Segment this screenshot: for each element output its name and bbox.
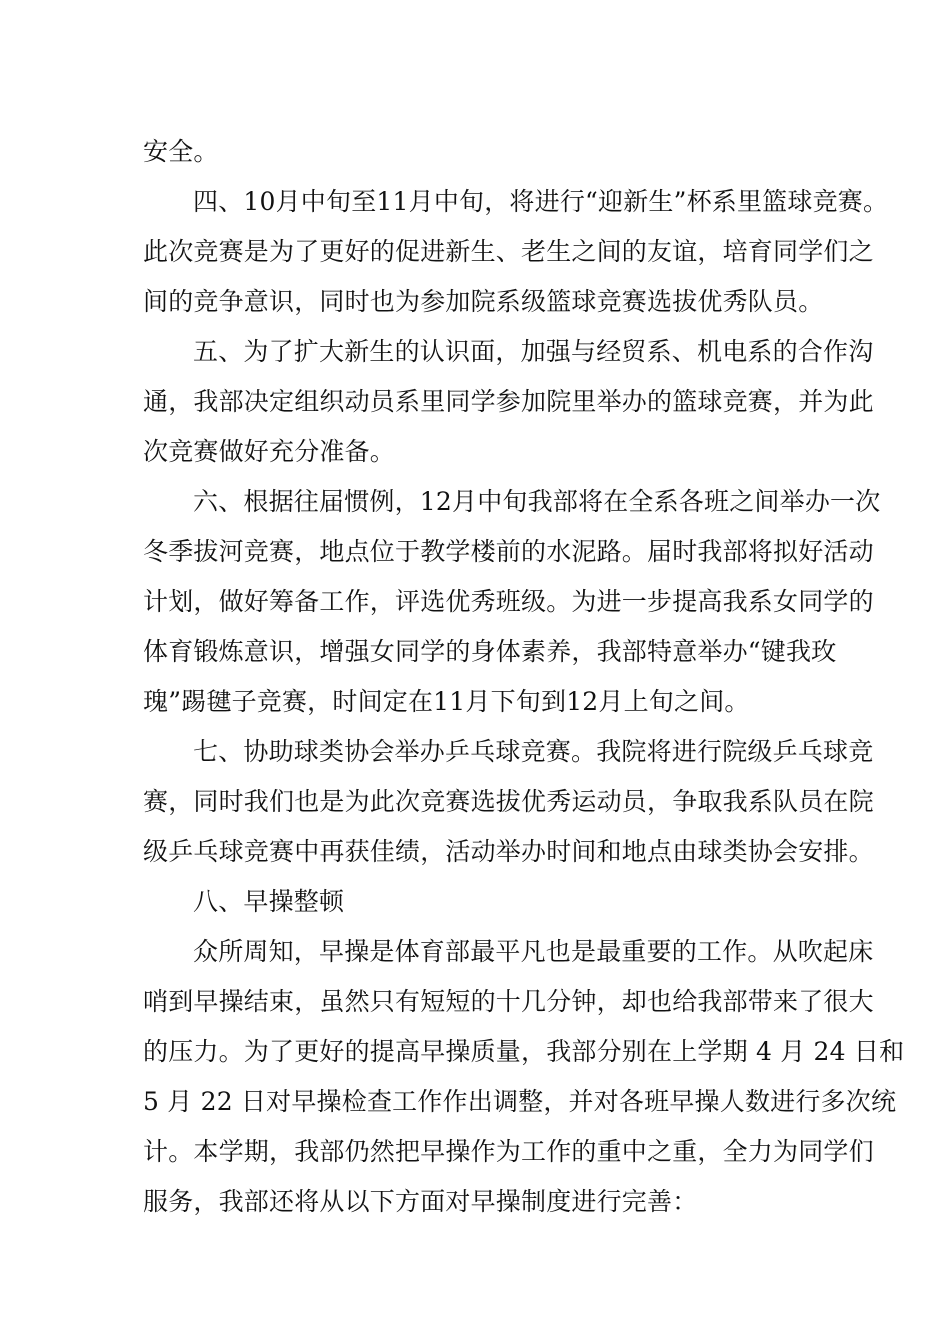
text-line: 哨到早操结束，虽然只有短短的十几分钟，却也给我部带来了很大 xyxy=(143,987,874,1016)
text-line: 计划，做好筹备工作，评选优秀班级。为进一步提高我系女同学的 xyxy=(143,587,874,616)
text-line: 级乒乓球竞赛中再获佳绩，活动举办时间和地点由球类协会安排。 xyxy=(143,837,874,866)
text-line: 的压力。为了更好的提高早操质量，我部分别在上学期 4 月 24 日和 xyxy=(143,1037,905,1066)
text-line: 间的竞争意识，同时也为参加院系级篮球竞赛选拔优秀队员。 xyxy=(143,287,824,316)
text-line: 此次竞赛是为了更好的促进新生、老生之间的友谊，培育同学们之 xyxy=(143,237,874,266)
text-line: 次竞赛做好充分准备。 xyxy=(143,437,396,466)
paragraph-8-start: 众所周知，早操是体育部最平凡也是最重要的工作。从吹起床 xyxy=(193,937,874,966)
text-line: 计。本学期，我部仍然把早操作为工作的重中之重，全力为同学们 xyxy=(143,1137,874,1166)
text-line: 5 月 22 日对早操检查工作作出调整，并对各班早操人数进行多次统 xyxy=(143,1087,897,1116)
text-line: 服务，我部还将从以下方面对早操制度进行完善： xyxy=(143,1187,698,1216)
text-line: 瑰”踢毽子竞赛，时间定在11月下旬到12月上旬之间。 xyxy=(143,687,750,716)
text-line: 安全。 xyxy=(143,137,219,166)
paragraph-5-start: 五、为了扩大新生的认识面，加强与经贸系、机电系的合作沟 xyxy=(193,337,874,366)
text-line: 赛，同时我们也是为此次竞赛选拔优秀运动员，争取我系队员在院 xyxy=(143,787,874,816)
paragraph-4-start: 四、10月中旬至11月中旬，将进行“迎新生”杯系里篮球竞赛。 xyxy=(193,187,889,216)
text-line: 冬季拔河竞赛，地点位于教学楼前的水泥路。届时我部将拟好活动 xyxy=(143,537,874,566)
text-line: 体育锻炼意识，增强女同学的身体素养，我部特意举办“键我玫 xyxy=(143,637,837,666)
paragraph-6-start: 六、根据往届惯例，12月中旬我部将在全系各班之间举办一次 xyxy=(193,487,881,516)
text-line: 通，我部决定组织动员系里同学参加院里举办的篮球竞赛，并为此 xyxy=(143,387,874,416)
paragraph-7-start: 七、协助球类协会举办乒乓球竞赛。我院将进行院级乒乓球竞 xyxy=(193,737,874,766)
section-heading: 八、早操整顿 xyxy=(193,887,345,916)
